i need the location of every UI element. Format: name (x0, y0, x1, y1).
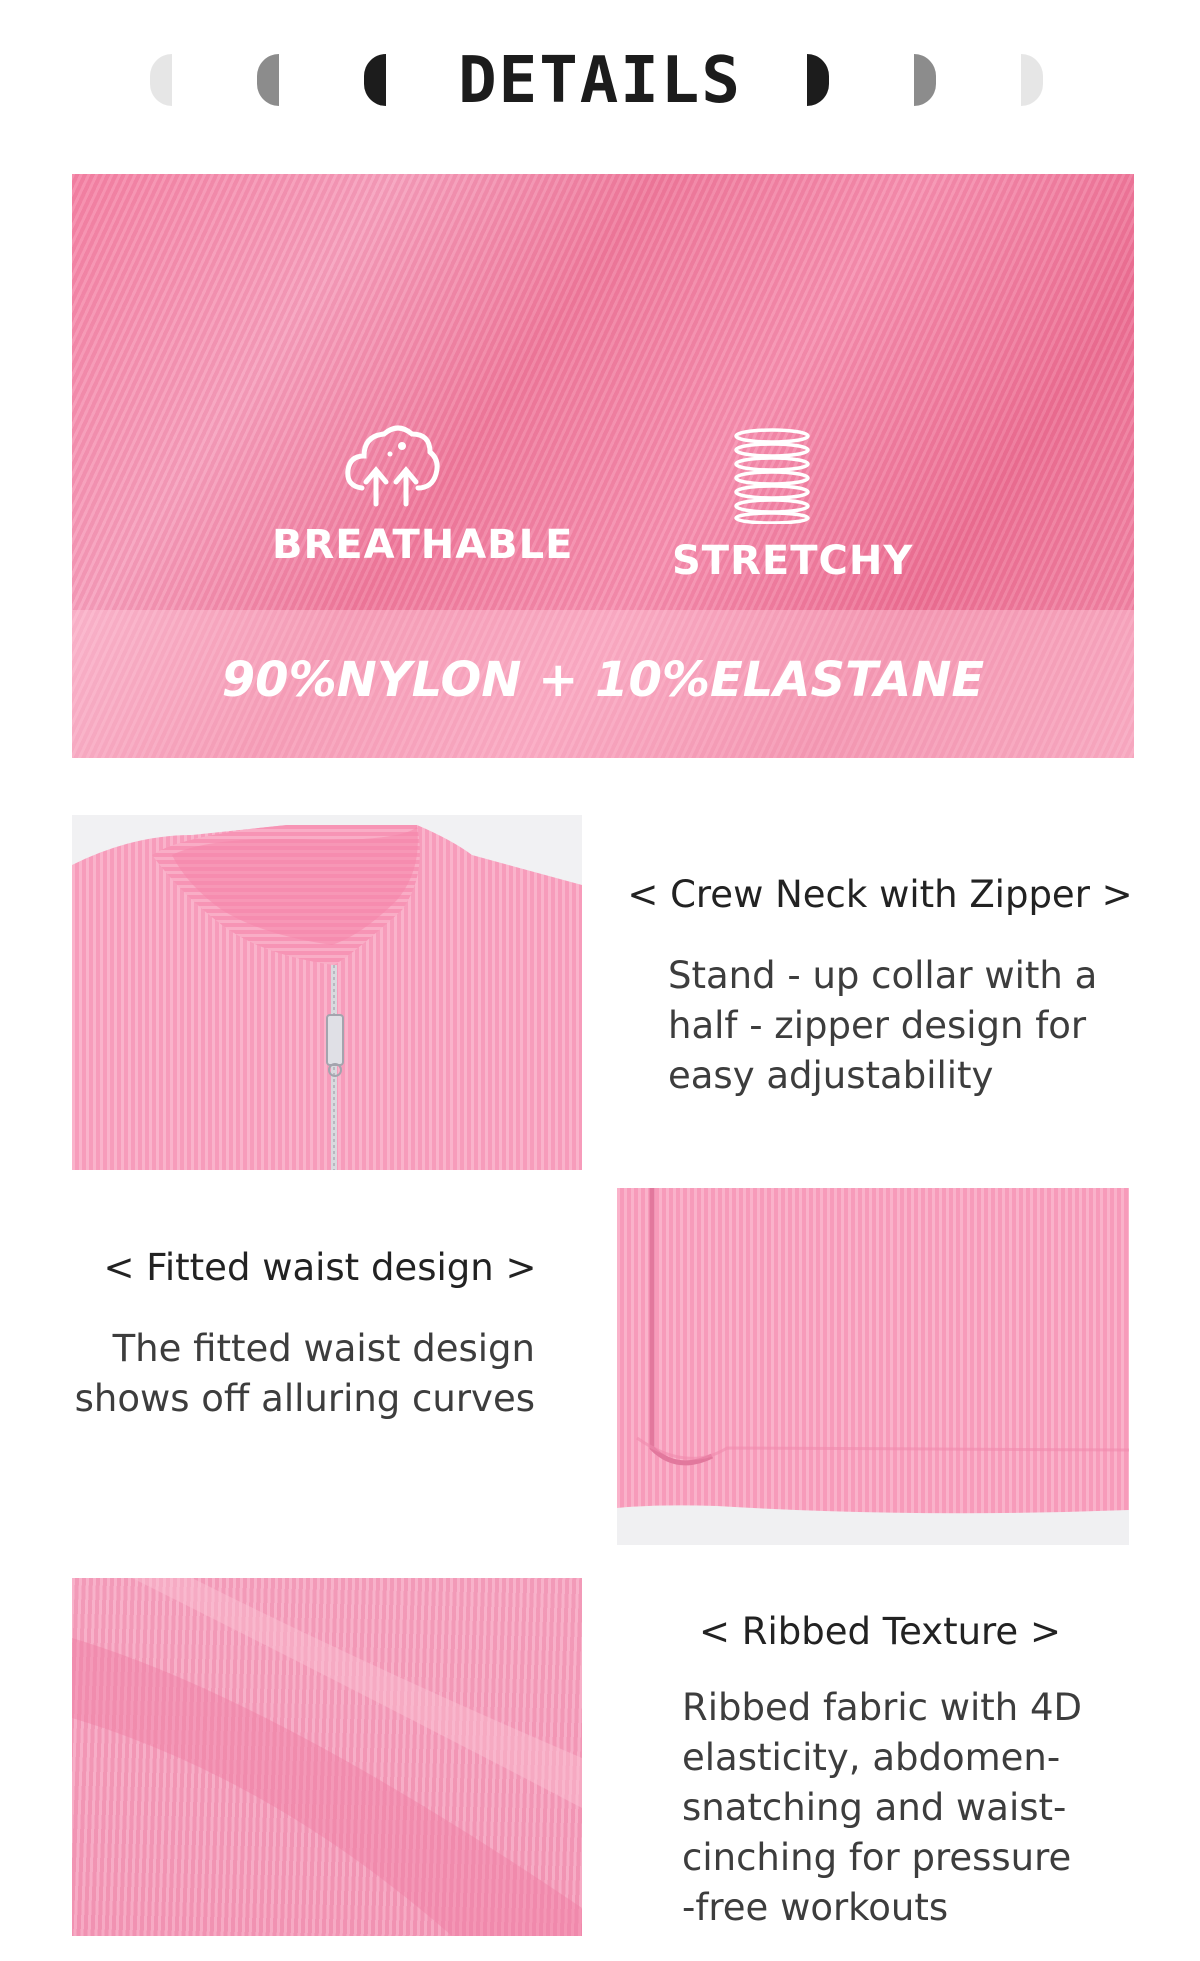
crew-neck-line-2: half - zipper design for (668, 1004, 1087, 1047)
crew-neck-line-1: Stand - up collar with a (668, 954, 1098, 997)
fitted-waist-line-1: The fitted waist design (112, 1327, 535, 1370)
fitted-waist-photo (617, 1188, 1129, 1545)
ribbed-texture-line-4: cinching for pressure (682, 1836, 1072, 1879)
stretchy-label: STRETCHY (672, 538, 914, 584)
ribbed-texture-line-5: -free workouts (682, 1886, 949, 1929)
fabric-composition: 90%NYLON + 10%ELASTANE (221, 652, 985, 708)
feature-breathable (272, 418, 574, 568)
crew-neck-description (668, 951, 1168, 1101)
fabric-hero-banner (72, 174, 1134, 758)
ribbed-texture-description (682, 1683, 1182, 1933)
fitted-waist-line-2: shows off alluring curves (74, 1377, 535, 1420)
page-title: DETAILS (458, 44, 742, 118)
ribbed-texture-line-2: elasticity, abdomen- (682, 1736, 1061, 1779)
crew-neck-photo (72, 815, 582, 1170)
ribbed-texture-title: < Ribbed Texture > (699, 1610, 1061, 1653)
spring-coil-icon (732, 428, 812, 524)
ribbed-texture-line-3: snatching and waist- (682, 1786, 1067, 1829)
crew-neck-title: < Crew Neck with Zipper > (627, 873, 1133, 916)
cloud-tree-icon (342, 418, 442, 508)
crew-neck-line-3: easy adjustability (668, 1054, 994, 1097)
feature-stretchy (672, 428, 914, 584)
details-header (0, 40, 1200, 132)
ribbed-texture-photo (72, 1578, 582, 1936)
breathable-label: BREATHABLE (272, 522, 574, 568)
fitted-waist-title: < Fitted waist design > (103, 1246, 537, 1289)
fitted-waist-description (40, 1324, 535, 1424)
ribbed-texture-line-1: Ribbed fabric with 4D (682, 1686, 1083, 1729)
